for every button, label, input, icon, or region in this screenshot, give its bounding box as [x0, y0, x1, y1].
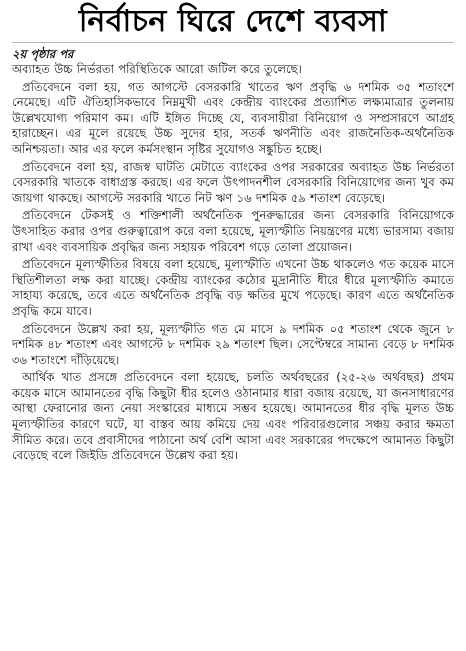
article-headline: নির্বাচন ঘিরে দেশে ব্যবসা	[78, 4, 388, 39]
article-paragraph: অব্যাহত উচ্চ নির্ভরতা পরিস্থিতিকে আরো জটিল করে তুলেছে।	[12, 62, 302, 76]
article-paragraph: প্রতিবেদনে বলা হয়, রাজস্ব ঘাটতি মেটাতে ব্যাংকের ওপর সরকারের অব্যাহত উচ্চ নির্ভরতা বেসরকারি খাতকে বাধাগ্রস্ত করছে। এর ফলে উৎপাদনশীল বেসরকারি বিনিয়োগের জন্য খুব কম জায়গা থাকছে। আগস্টে সরকারি খাতে নিট ঋণ ১৬ দশমিক ৫৯ শতাংশ বেড়েছে।	[12, 159, 454, 205]
article-paragraph: প্রতিবেদনে উল্লেখ করা হয়, মূল্যস্ফীতি গত মে মাসে ৯ দশমিক ০৫ শতাংশ থেকে জুনে ৮ দশমিক ৪৮ শতাংশ এবং আগস্টে ৮ দশমিক ২৯ শতাংশ ছিল। সেপ্টেম্বরে সামান্য বেড়ে ৮ দশমিক ৩৬ শতাংশে দাঁড়িয়েছে।	[12, 321, 454, 367]
article-paragraph: প্রতিবেদনে বলা হয়, গত আগস্টে বেসরকারি খাতের ঋণ প্রবৃদ্ধি ৬ দশমিক ৩৫ শতাংশে নেমেছে। এটি ঐতিহাসিকভাবে নিম্নমুখী এবং কেন্দ্রীয় ব্যাংকের প্রত্যাশিত লক্ষ্যমাত্রার তুলনায় উল্লেখযোগ্য পরিমাণ কম। এটি ইঙ্গিত দিচ্ছে যে, ব্যবসায়ীরা বিনিয়োগ ও সম্প্রসারণে আগ্রহ হারাচ্ছেন। এর মূলে রয়েছে উচ্চ সুদের হার, সতর্ক ঋণনীতি এবং রাজনৈতিক-অর্থনৈতিক অনিশ্চয়তা। আর এর ফলে কর্মসংস্থান সৃষ্টির সুযোগও সঙ্কুচিত হচ্ছে।	[12, 79, 454, 156]
article-paragraph: প্রতিবেদনে মূল্যস্ফীতির বিষয়ে বলা হয়েছে, মূল্যস্ফীতি এখনো উচ্চ থাকলেও গত কয়েক মাসে স্থিতিশীলতা লক্ষ করা যাচ্ছে। কেন্দ্রীয় ব্যাংকের কঠোর মুদ্রানীতি ধীরে ধীরে মূল্যস্ফীতি কমাতে সাহায্য করেছে, তবে এতে অর্থনৈতিক প্রবৃদ্ধি বড় ক্ষতির মুখে পড়েছে। কারণ এতে অর্থনৈতিক প্রবৃদ্ধি কমে যাবে।	[12, 257, 454, 318]
headline-divider	[12, 42, 454, 43]
article-paragraph: আর্থিক খাত প্রসঙ্গে প্রতিবেদনে বলা হয়েছে, চলতি অর্থবছরের (২৫-২৬ অর্থবছর) প্রথম কয়েক মাসে আমানতের বৃদ্ধি কিছুটা ধীর হলেও ওঠানামার ধারা বজায় রয়েছে, যা জনসাধারণের আস্থা ফেরানোর জন্য নেয়া সংস্কারের মাধ্যমে সম্ভব হয়েছে। আমানতের ধীর বৃদ্ধি মূলত উচ্চ মূল্যস্ফীতির কারণে ঘটে, যা বাস্তব আয় কমিয়ে দেয় এবং পরিবারগুলোর সঞ্চয় করার ক্ষমতা সীমিত করে। তবে প্রবাসীদের পাঠানো অর্থ বেশি আসা এবং সরকারের পদক্ষেপে আমানত কিছুটা বেড়েছে বলে জিইডি প্রতিবেদনে উল্লেখ করা হয়।	[12, 370, 454, 463]
continued-from-label: ২য় পৃষ্ঠার পর	[12, 47, 74, 61]
article-paragraph: প্রতিবেদনে টেকসই ও শক্তিশালী অর্থনৈতিক পুনরুদ্ধারের জন্য বেসরকারি বিনিয়োগকে উৎসাহিত করার ওপর গুরুত্বারোপ করে বলা হয়েছে, মূল্যস্ফীতি নিয়ন্ত্রণের মধ্যে ভারসাম্য বজায় রাখা এবং ব্যবসায়িক প্রবৃদ্ধির জন্য সহায়ক পরিবেশ গড়ে তোলা প্রয়োজন।	[12, 208, 454, 254]
